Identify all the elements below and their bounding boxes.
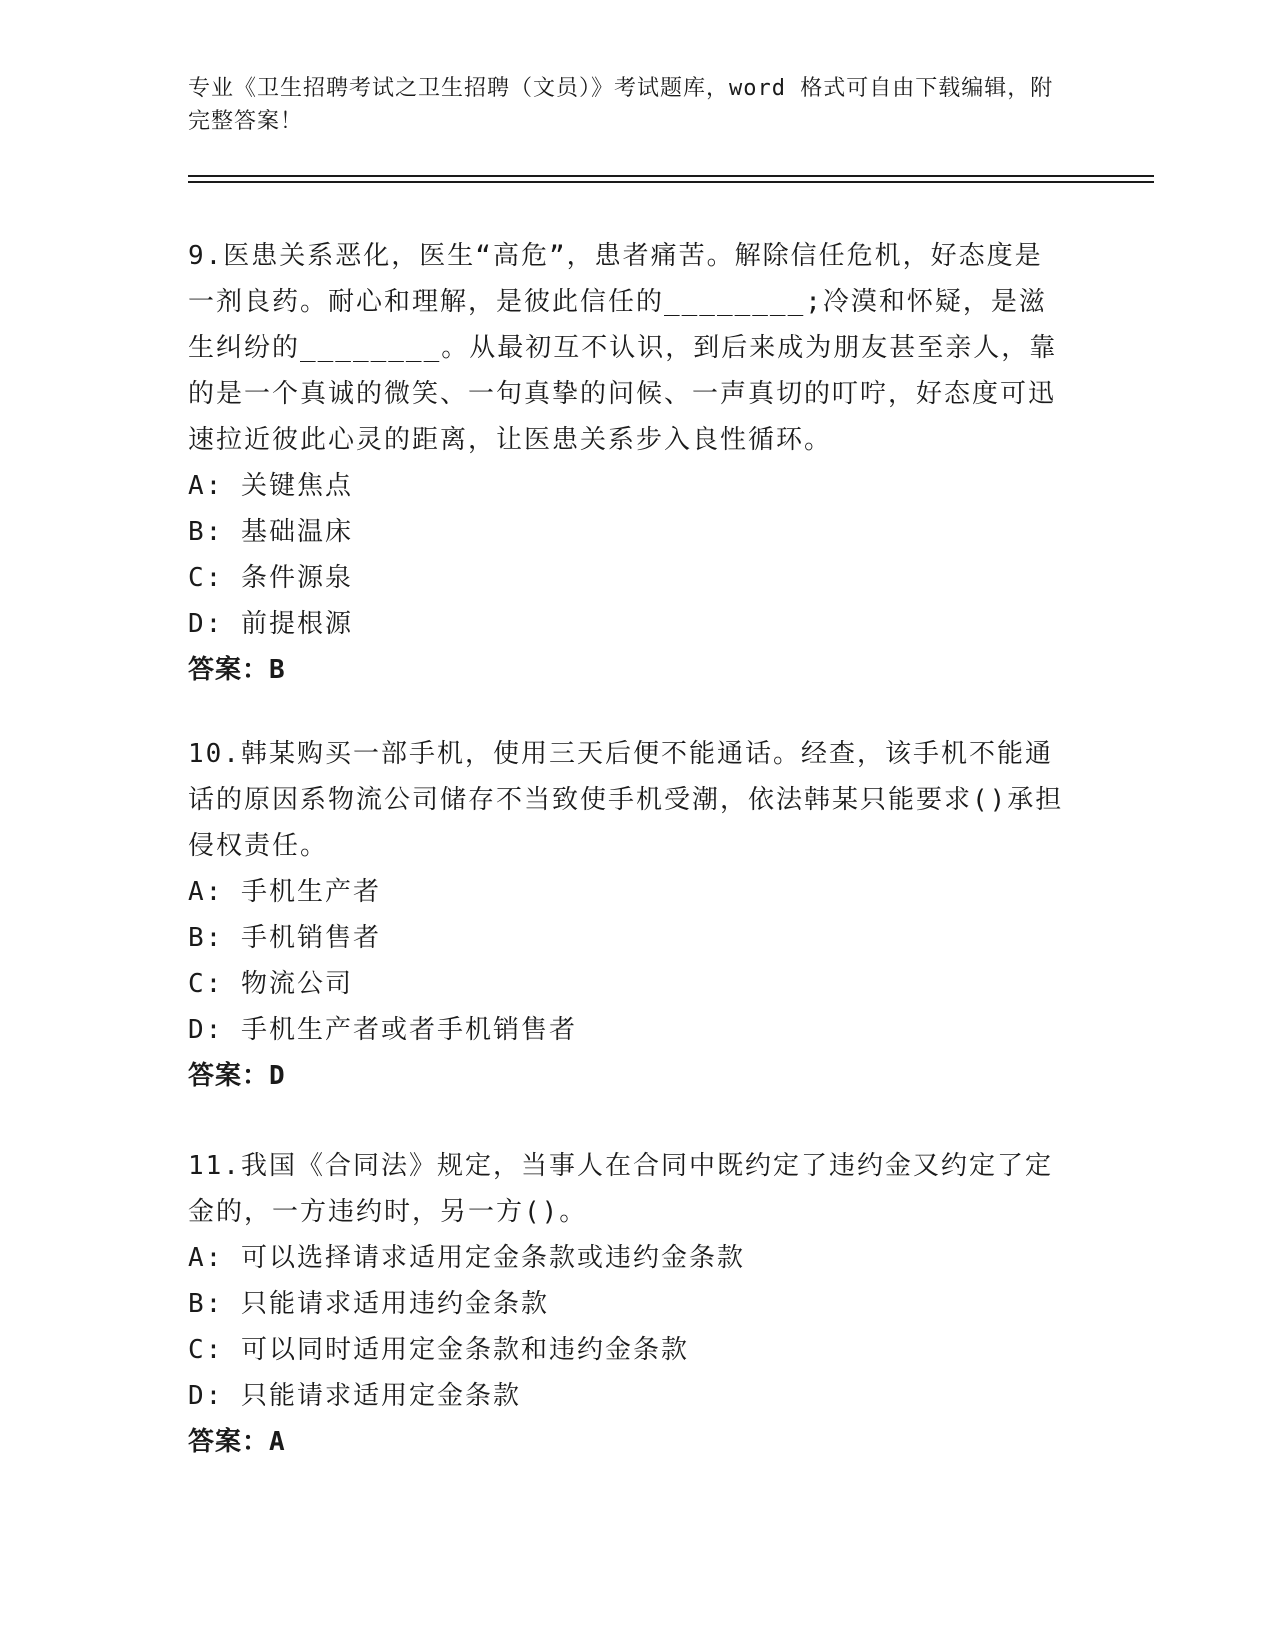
question-11 bbox=[188, 1143, 1068, 1465]
option-b: B: 手机销售者 bbox=[188, 923, 381, 953]
question-10 bbox=[188, 731, 1068, 1099]
option-c: C: 条件源泉 bbox=[188, 563, 353, 593]
option-a: A: 关键焦点 bbox=[188, 471, 353, 501]
header-divider-bottom bbox=[188, 181, 1154, 183]
option-d: D: 只能请求适用定金条款 bbox=[188, 1381, 521, 1411]
document-header: 专业《卫生招聘考试之卫生招聘（文员）》考试题库，word 格式可自由下载编辑，附完整答案！ bbox=[188, 76, 1054, 134]
option-b: B: 只能请求适用违约金条款 bbox=[188, 1289, 549, 1319]
header-divider-top bbox=[188, 175, 1154, 177]
question-stem: 9.医患关系恶化，医生“高危”，患者痛苦。解除信任危机，好态度是一剂良药。耐心和理解，是彼此信任的________;冷漠和怀疑，是滋生纠纷的________。从最初互不认识，到后来成为朋友甚至亲人，靠的是一个真诚的微笑、一句真挚的问候、一声真切的叮咛，好态度可迅速拉近彼此心灵的距离，让医患关系步入良性循环。 bbox=[188, 241, 1058, 455]
question-stem: 10.韩某购买一部手机，使用三天后便不能通话。经查，该手机不能通话的原因系物流公司储存不当致使手机受潮，依法韩某只能要求()承担侵权责任。 bbox=[188, 739, 1064, 861]
answer-key: 答案：A bbox=[188, 1427, 286, 1457]
question-9 bbox=[188, 233, 1068, 693]
option-c: C: 可以同时适用定金条款和违约金条款 bbox=[188, 1335, 689, 1365]
option-d: D: 前提根源 bbox=[188, 609, 353, 639]
option-b: B: 基础温床 bbox=[188, 517, 353, 547]
question-stem: 11.我国《合同法》规定，当事人在合同中既约定了违约金又约定了定金的，一方违约时，另一方()。 bbox=[188, 1151, 1053, 1227]
option-a: A: 可以选择请求适用定金条款或违约金条款 bbox=[188, 1243, 745, 1273]
option-d: D: 手机生产者或者手机销售者 bbox=[188, 1015, 577, 1045]
option-c: C: 物流公司 bbox=[188, 969, 353, 999]
answer-key: 答案：D bbox=[188, 1061, 286, 1091]
option-a: A: 手机生产者 bbox=[188, 877, 381, 907]
answer-key: 答案：B bbox=[188, 655, 286, 685]
